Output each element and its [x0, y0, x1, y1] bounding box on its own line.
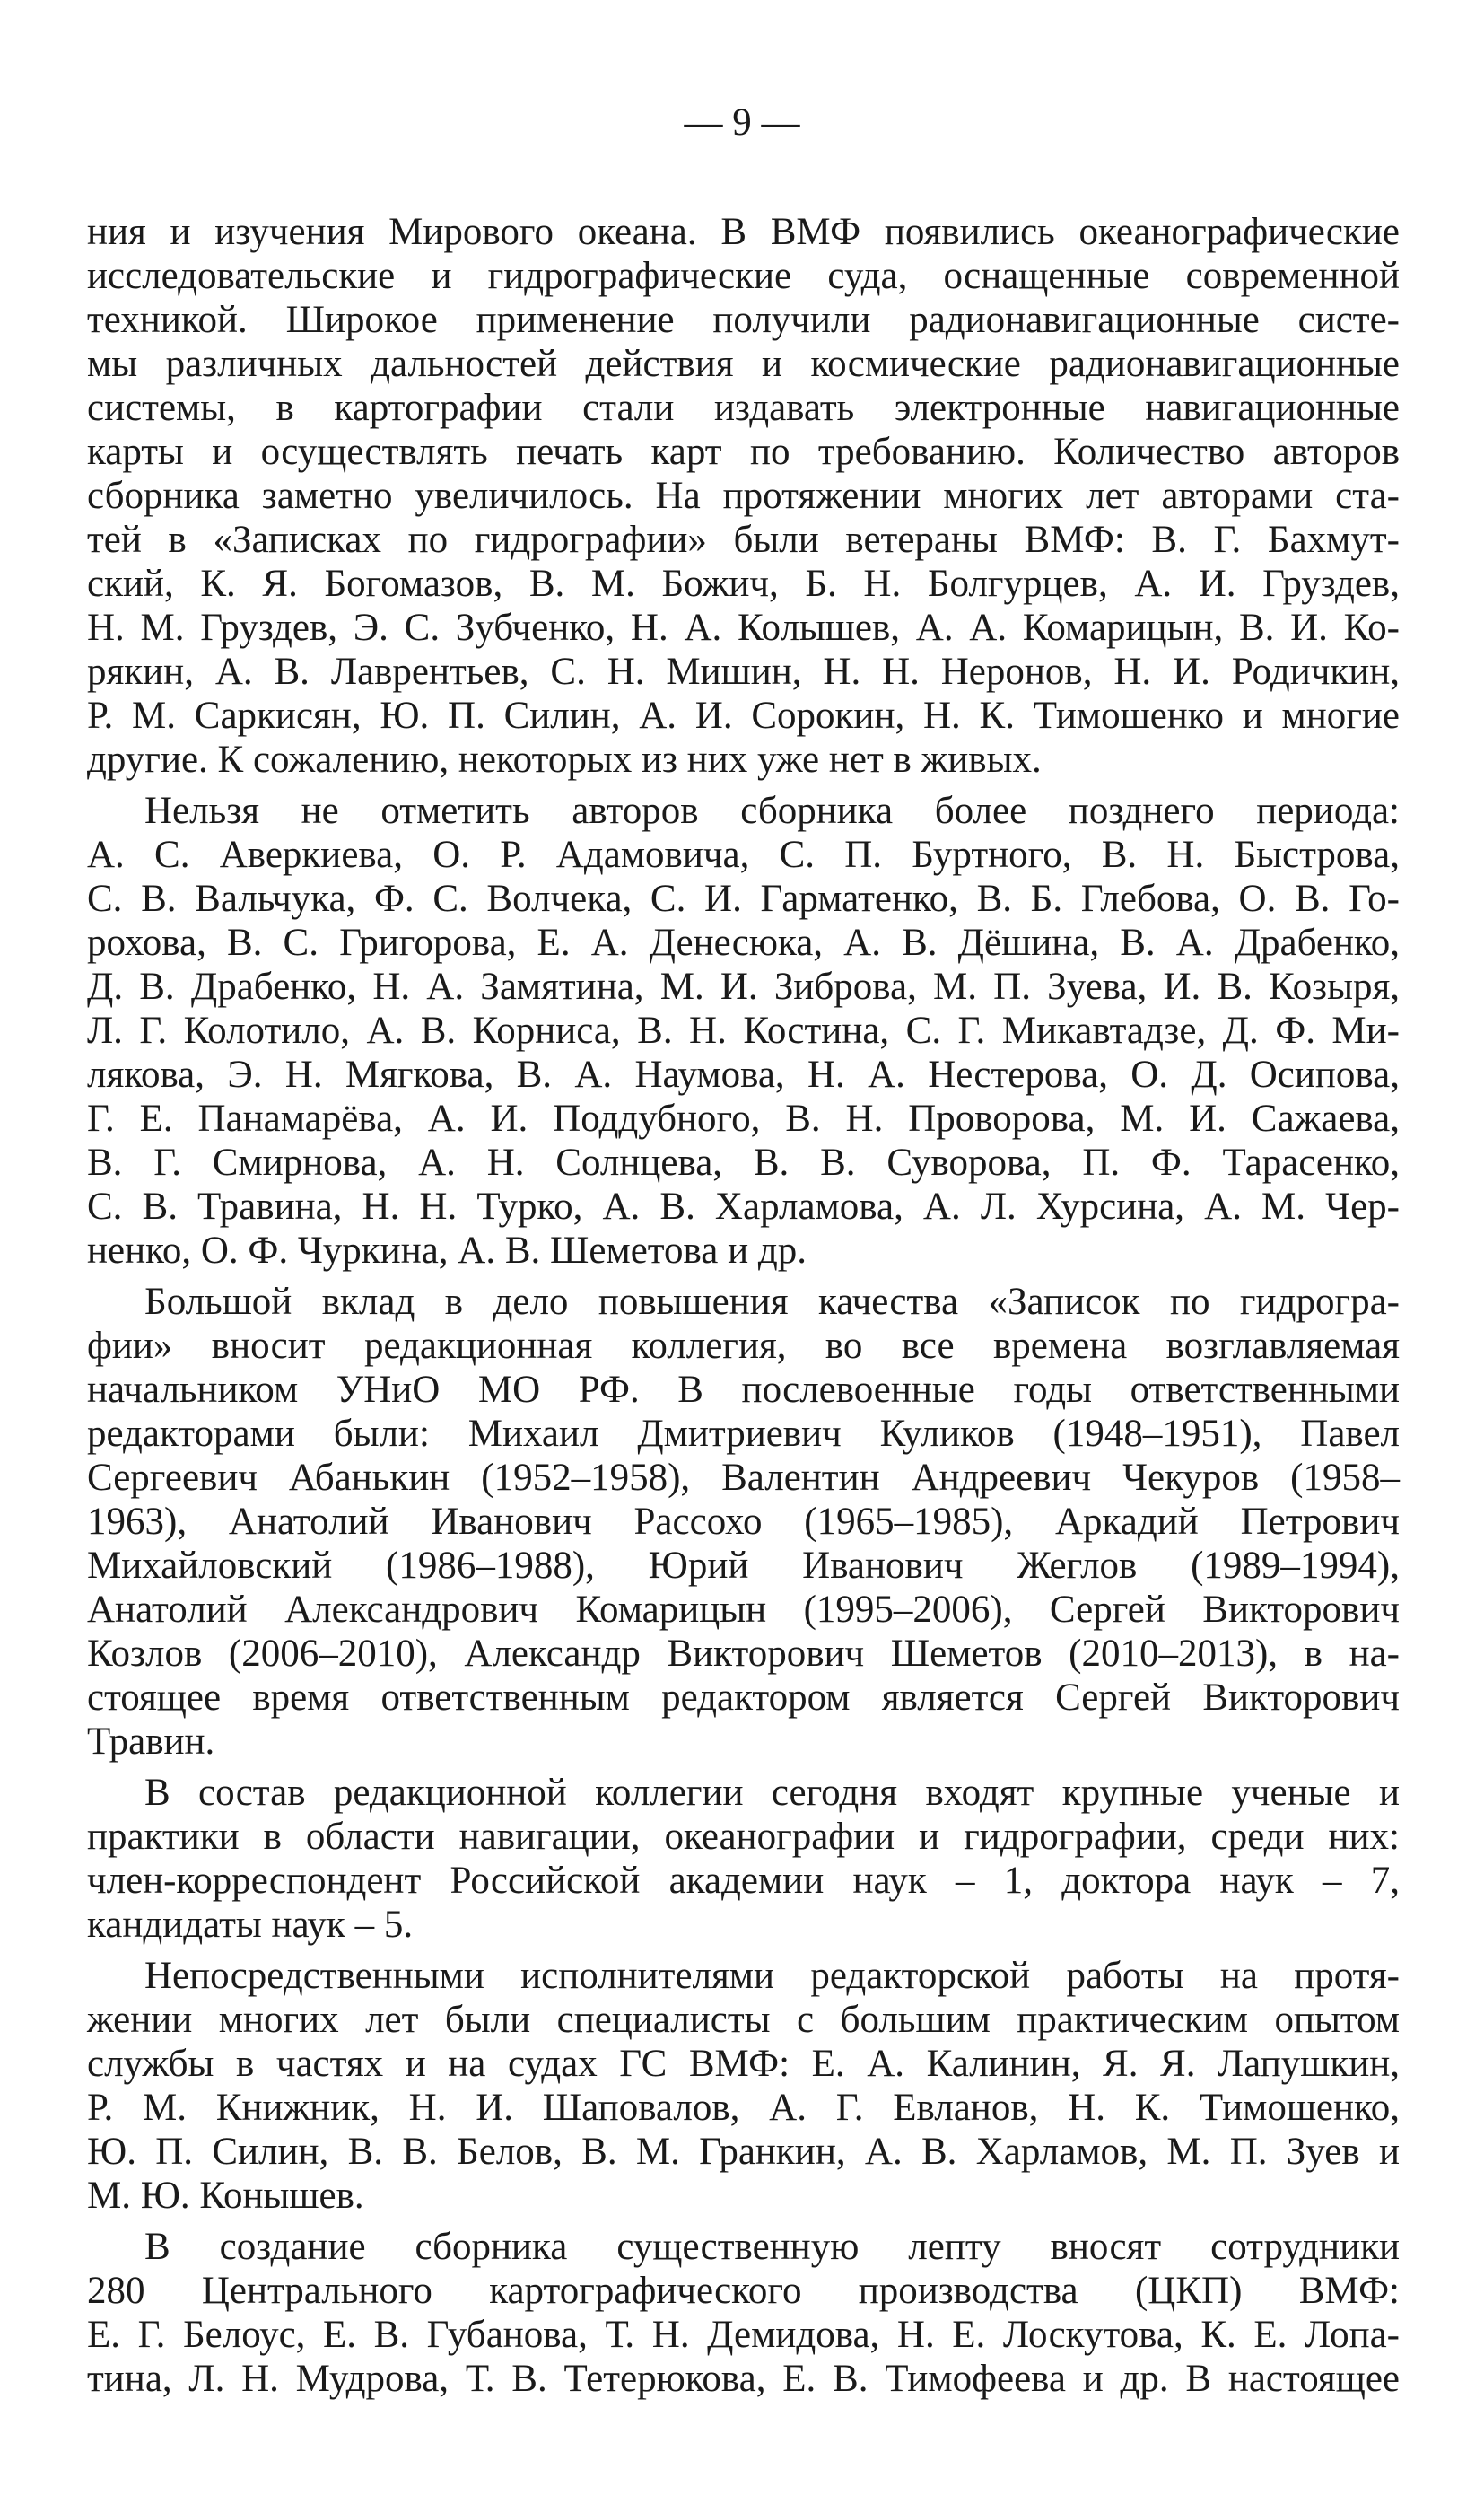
- text-line: жении многих лет были специалисты с большим практическим опытом: [87, 1999, 1400, 2041]
- text-line: службы в частях и на судах ГС ВМФ: Е. А. Калинин, Я. Я. Лапушкин,: [87, 2043, 1400, 2085]
- text-line: системы, в картографии стали издавать электронные навигационные: [87, 387, 1400, 429]
- text-line: редакторами были: Михаил Дмитриевич Куликов (1948–1951), Павел: [87, 1413, 1400, 1455]
- text-line: Козлов (2006–2010), Александр Викторович Шеметов (2010–2013), в на-: [87, 1633, 1400, 1675]
- text-line: лякова, Э. Н. Мягкова, В. А. Наумова, Н. А. Нестерова, О. Д. Осипова,: [87, 1054, 1400, 1096]
- text-line: рякин, А. В. Лаврентьев, С. Н. Мишин, Н. Н. Неронов, Н. И. Родичкин,: [87, 651, 1400, 693]
- text-line: Г. Е. Панамарёва, А. И. Поддубного, В. Н. Проворова, М. И. Сажаева,: [87, 1098, 1400, 1140]
- text-line: рохова, В. С. Григорова, Е. А. Денесюка, А. В. Дёшина, В. А. Драбенко,: [87, 922, 1400, 964]
- text-line: Ю. П. Силин, В. В. Белов, В. М. Гранкин, А. В. Харламов, М. П. Зуев и: [87, 2131, 1400, 2173]
- text-line: исследовательские и гидрографические суда, оснащенные современной: [87, 255, 1400, 297]
- paragraph: [87, 1280, 1400, 1764]
- text-line: стоящее время ответственным редактором является Сергей Викторович: [87, 1677, 1400, 1719]
- text-line: Сергеевич Абанькин (1952–1958), Валентин Андреевич Чекуров (1958–: [87, 1457, 1400, 1499]
- text-line: Михайловский (1986–1988), Юрий Иванович Жеглов (1989–1994),: [87, 1545, 1400, 1587]
- text-line: С. В. Вальчука, Ф. С. Волчека, С. И. Гарматенко, В. Б. Глебова, О. В. Го-: [87, 878, 1400, 920]
- paragraph: [87, 789, 1400, 1273]
- text-line: сборника заметно увеличилось. На протяжении многих лет авторами ста-: [87, 475, 1400, 517]
- paragraph: [87, 2225, 1400, 2401]
- text-line: В состав редакционной коллегии сегодня входят крупные ученые и: [144, 1772, 1400, 1814]
- text-line: тей в «Записках по гидрографии» были ветераны ВМФ: В. Г. Бахмут-: [87, 519, 1400, 561]
- text-line: Н. М. Груздев, Э. С. Зубченко, Н. А. Колышев, А. А. Комарицын, В. И. Ко-: [87, 607, 1400, 649]
- paragraph: [87, 1771, 1400, 1947]
- text-line: мы различных дальностей действия и космические радионавигационные: [87, 343, 1400, 385]
- text-line: Л. Г. Колотило, А. В. Корниса, В. Н. Костина, С. Г. Микавтадзе, Д. Ф. Ми-: [87, 1010, 1400, 1052]
- text-line: кандидаты наук – 5.: [87, 1904, 414, 1946]
- text-line: А. С. Аверкиева, О. Р. Адамовича, С. П. Буртного, В. Н. Быстрова,: [87, 834, 1400, 876]
- text-line: ния и изучения Мирового океана. В ВМФ появились океанографические: [87, 211, 1400, 253]
- text-line: Е. Г. Белоус, Е. В. Губанова, Т. Н. Демидова, Н. Е. Лоскутова, К. Е. Лопа-: [87, 2314, 1400, 2356]
- text-line: Непосредственными исполнителями редакторской работы на протя-: [144, 1955, 1400, 1997]
- text-line: С. В. Травина, Н. Н. Турко, А. В. Харламова, А. Л. Хурсина, А. М. Чер-: [87, 1186, 1400, 1228]
- paragraph: [87, 210, 1400, 782]
- text-line: М. Ю. Конышев.: [87, 2175, 364, 2217]
- page-number: — 9 —: [684, 101, 800, 144]
- body-text: [87, 210, 1400, 2408]
- text-line: Анатолий Александрович Комарицын (1995–2006), Сергей Викторович: [87, 1589, 1400, 1631]
- text-line: Р. М. Саркисян, Ю. П. Силин, А. И. Сорокин, Н. К. Тимошенко и многие: [87, 695, 1400, 737]
- text-line: техникой. Широкое применение получили радионавигационные систе-: [87, 299, 1400, 341]
- text-line: фии» вносит редакционная коллегия, во все времена возглавляемая: [87, 1325, 1400, 1367]
- text-line: В. Г. Смирнова, А. Н. Солнцева, В. В. Суворова, П. Ф. Тарасенко,: [87, 1142, 1400, 1184]
- paragraph: [87, 1954, 1400, 2218]
- text-line: карты и осуществлять печать карт по требованию. Количество авторов: [87, 431, 1400, 473]
- text-line: 280 Центрального картографического производства (ЦКП) ВМФ:: [87, 2270, 1400, 2312]
- text-line: 1963), Анатолий Иванович Рассохо (1965–1985), Аркадий Петрович: [87, 1501, 1400, 1543]
- text-line: другие. К сожалению, некоторых из них уже нет в живых.: [87, 739, 1042, 781]
- text-line: Травин.: [87, 1720, 215, 1763]
- text-line: начальником УНиО МО РФ. В послевоенные годы ответственными: [87, 1369, 1400, 1411]
- text-line: Большой вклад в дело повышения качества «Записок по гидрогра-: [144, 1281, 1400, 1323]
- text-line: Д. В. Драбенко, Н. А. Замятина, М. И. Зиброва, М. П. Зуева, И. В. Козыря,: [87, 966, 1400, 1008]
- text-line: В создание сборника существенную лепту вносят сотрудники: [144, 2226, 1400, 2268]
- text-line: член-корреспондент Российской академии наук – 1, доктора наук – 7,: [87, 1860, 1400, 1902]
- text-line: ский, К. Я. Богомазов, В. М. Божич, Б. Н. Болгурцев, А. И. Груздев,: [87, 563, 1400, 605]
- text-line: тина, Л. Н. Мудрова, Т. В. Тетерюкова, Е. В. Тимофеева и др. В настоящее: [87, 2358, 1400, 2400]
- text-line: Нельзя не отметить авторов сборника более позднего периода:: [144, 790, 1400, 832]
- text-line: Р. М. Книжник, Н. И. Шаповалов, А. Г. Евланов, Н. К. Тимошенко,: [87, 2087, 1400, 2129]
- text-line: ненко, О. Ф. Чуркина, А. В. Шеметова и др.: [87, 1230, 807, 1272]
- text-line: практики в области навигации, океанографии и гидрографии, среди них:: [87, 1816, 1400, 1858]
